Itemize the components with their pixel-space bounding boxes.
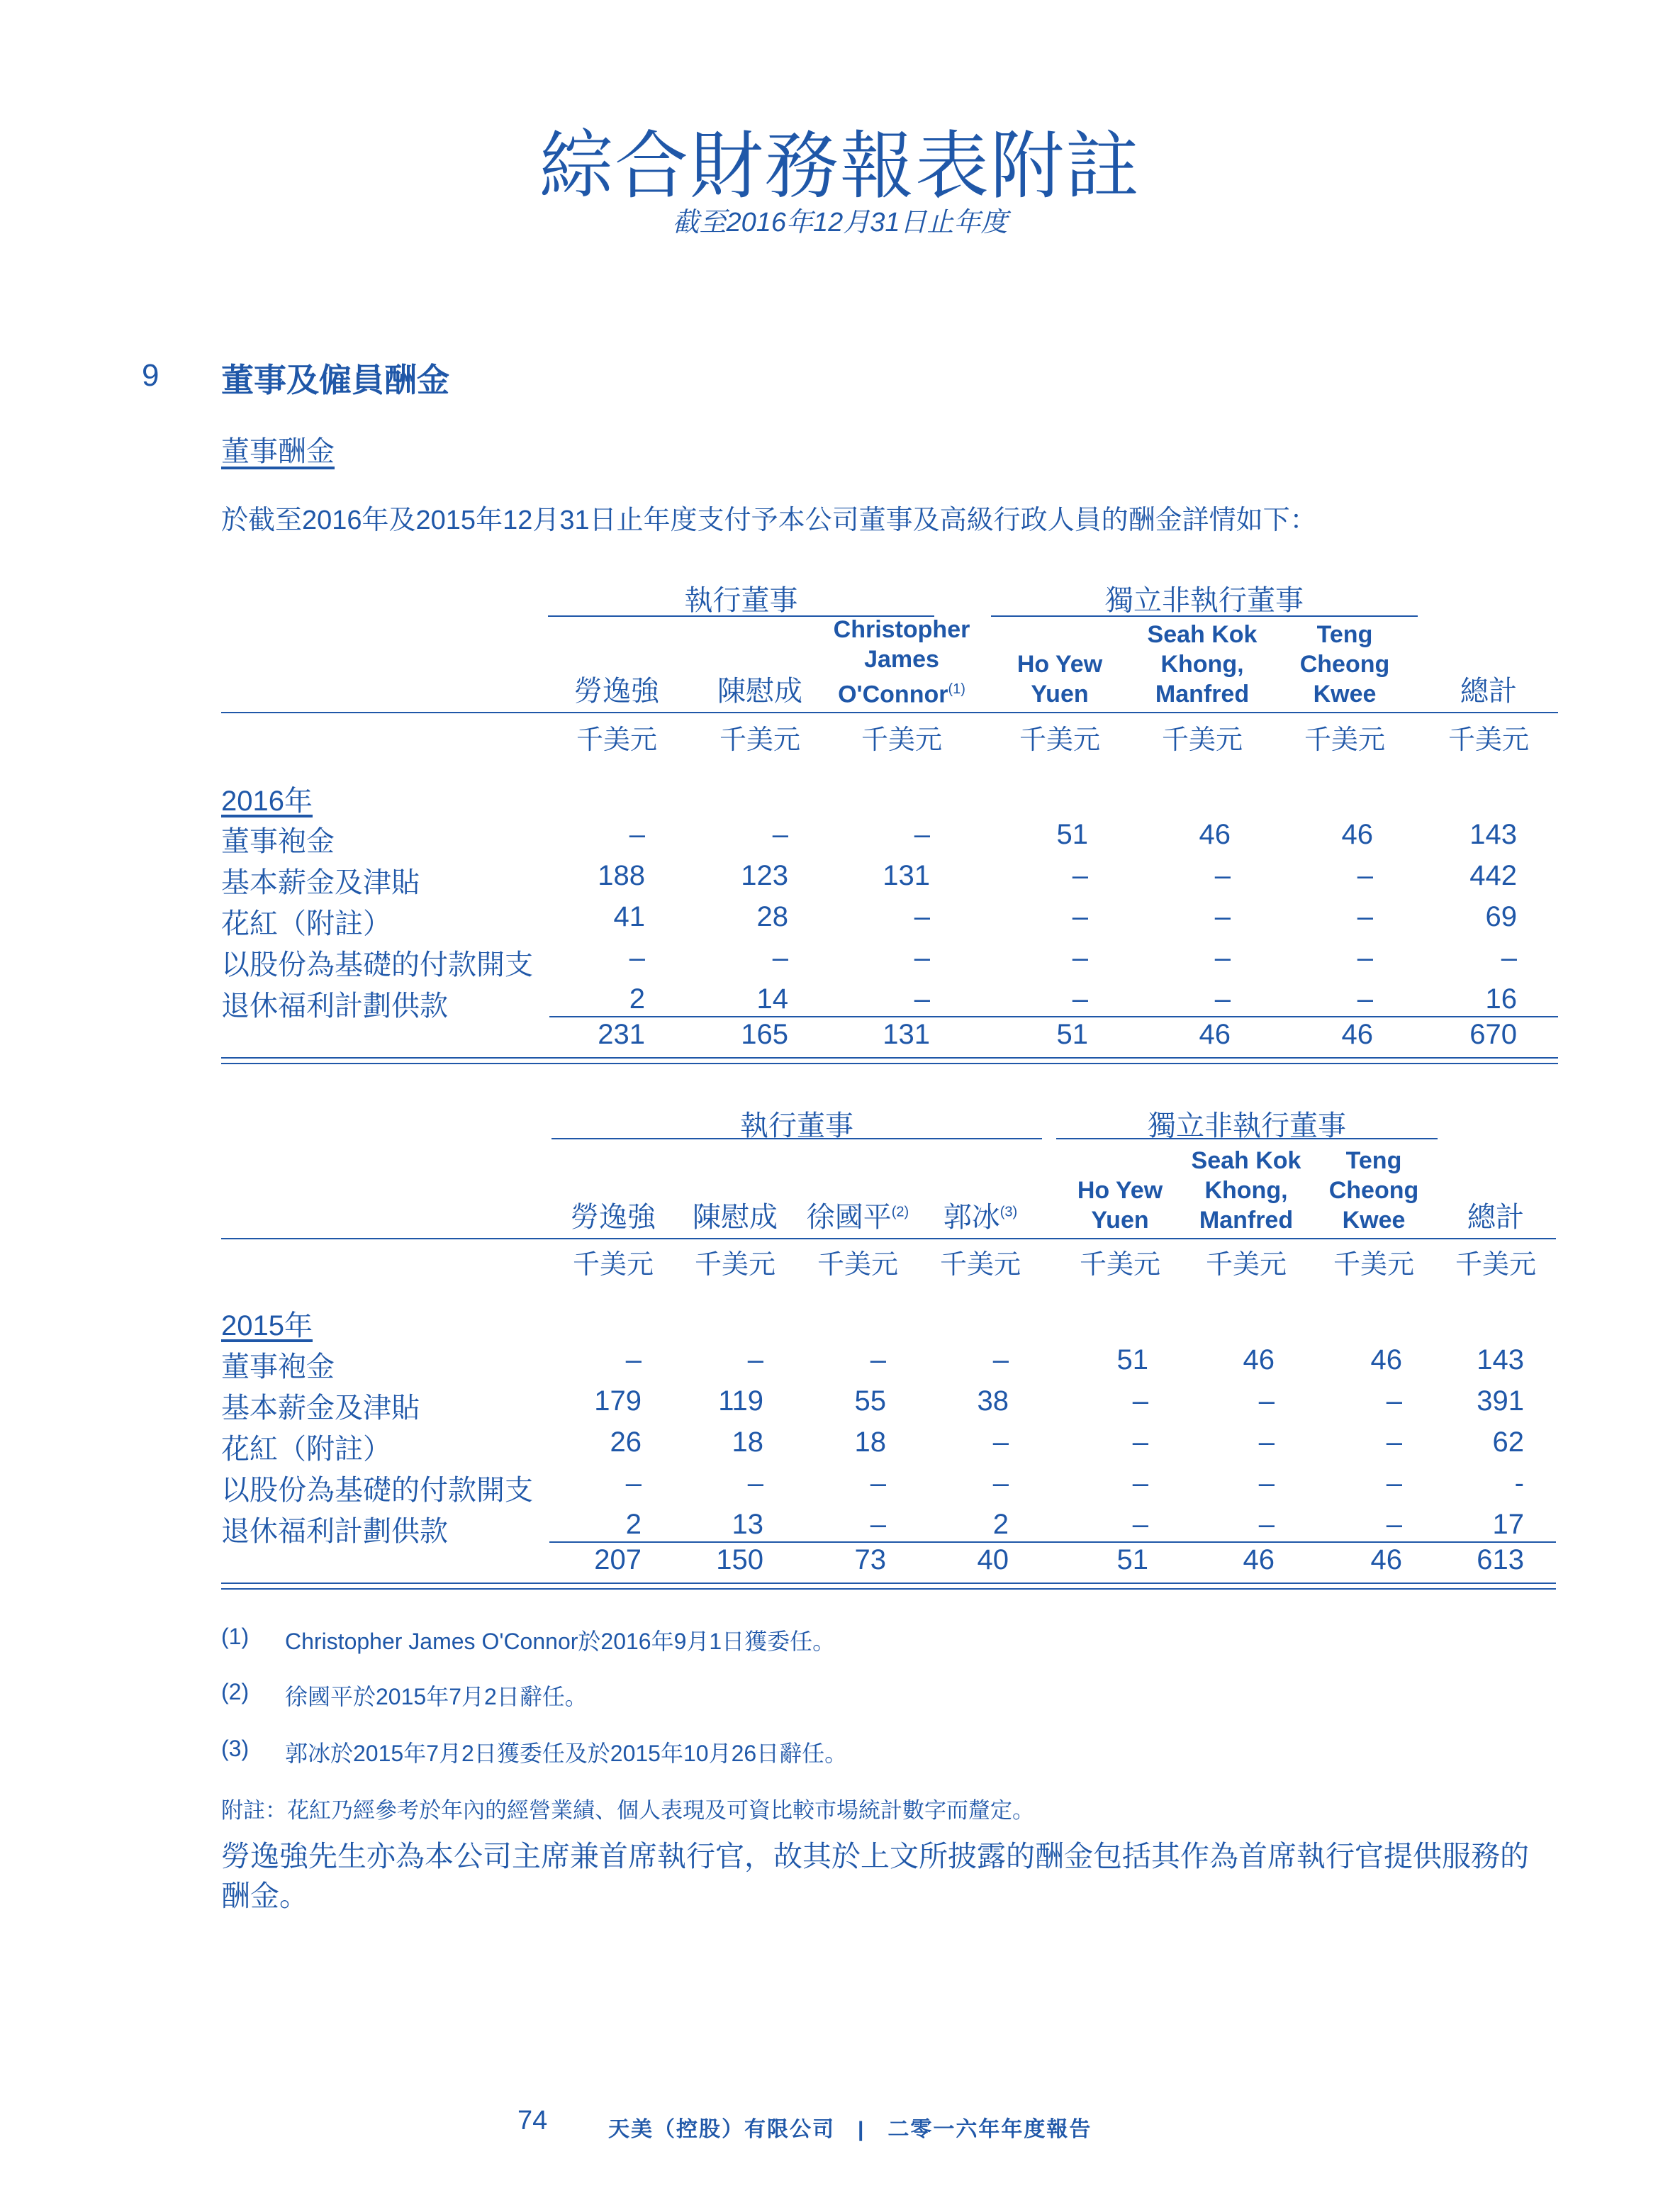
- footer-company: 天美（控股）有限公司 | 二零一六年年度報告: [608, 2118, 1092, 2141]
- table-cell: –: [747, 1468, 763, 1499]
- table-cell: 442: [1469, 860, 1517, 891]
- column-header-1: [542, 581, 691, 709]
- unit-label-2: 千美元: [719, 725, 800, 755]
- table-cell: –: [1357, 983, 1373, 1015]
- table-cell: –: [629, 819, 645, 850]
- table-cell: 2: [625, 1509, 642, 1540]
- column-header-line: Ho Yew: [1077, 1177, 1163, 1204]
- table-cell: –: [914, 983, 930, 1015]
- footnote-ref: (1): [948, 681, 965, 697]
- unit-label-4: 千美元: [939, 1250, 1021, 1280]
- row-label: 董事袍金: [221, 1351, 335, 1383]
- footnote-3-number: (3): [221, 1736, 250, 1761]
- table-cell: 46: [1243, 1344, 1275, 1375]
- table-cell: 188: [598, 860, 645, 891]
- column-header-line: 勞逸強: [574, 676, 659, 707]
- header-rule: [221, 712, 1558, 713]
- total-cell: 73: [854, 1544, 886, 1575]
- table-cell: –: [747, 1344, 763, 1375]
- column-header-line: 陳慰成: [717, 676, 802, 707]
- header-rule: [221, 1238, 1556, 1239]
- table-cell: –: [1357, 942, 1373, 973]
- column-header-6: [1270, 581, 1419, 709]
- table-cell: 143: [1477, 1344, 1524, 1375]
- table-cell: 14: [756, 983, 788, 1015]
- column-header-line: Yuen: [1031, 681, 1089, 708]
- table-cell: –: [772, 819, 788, 850]
- page-title: 綜合財務報表附註: [539, 125, 1141, 208]
- column-header-line: 總計: [1467, 1202, 1524, 1233]
- subtotal-rule: [549, 1016, 1558, 1017]
- total-cell: 165: [741, 1019, 788, 1050]
- column-header-line: Manfred: [1155, 681, 1250, 708]
- table-cell: 131: [883, 860, 930, 891]
- table-cell: 46: [1341, 819, 1373, 850]
- table-cell: 51: [1056, 819, 1088, 850]
- footnote-3-text: 郭冰於2015年7月2日獲委任及於2015年10月26日辭任。: [285, 1741, 848, 1766]
- table-cell: 69: [1485, 901, 1517, 932]
- column-header-7: [1414, 581, 1563, 709]
- total-double-rule: [221, 1583, 1556, 1590]
- row-label: 退休福利計劃供款: [221, 990, 448, 1022]
- total-cell: 51: [1116, 1544, 1148, 1575]
- table-cell: 28: [756, 901, 788, 932]
- table-cell: –: [1258, 1468, 1275, 1499]
- total-cell: 46: [1243, 1544, 1275, 1575]
- column-header-3: [827, 581, 976, 709]
- row-label: 以股份為基礎的付款開支: [221, 1475, 533, 1506]
- table-cell: 179: [594, 1385, 642, 1417]
- unit-label-6: 千美元: [1205, 1250, 1287, 1280]
- column-header-8: [1421, 1107, 1570, 1235]
- column-header-line: Yuen: [1091, 1207, 1149, 1234]
- unit-label-8: 千美元: [1455, 1250, 1536, 1280]
- total-cell: 670: [1469, 1019, 1517, 1050]
- table-cell: 51: [1116, 1344, 1148, 1375]
- footnote-2-text: 徐國平於2015年7月2日辭任。: [285, 1684, 588, 1709]
- table-cell: –: [1132, 1468, 1148, 1499]
- table-cell: 46: [1370, 1344, 1402, 1375]
- total-cell: 46: [1341, 1019, 1373, 1050]
- row-label: 花紅（附註）: [221, 1434, 391, 1465]
- table-cell: 62: [1492, 1427, 1524, 1458]
- table-cell: –: [1357, 901, 1373, 932]
- total-cell: 150: [716, 1544, 763, 1575]
- subtotal-rule: [549, 1541, 1556, 1543]
- table-cell: –: [625, 1468, 642, 1499]
- unit-label-1: 千美元: [576, 725, 657, 755]
- table-cell: –: [1214, 942, 1231, 973]
- unit-label-7: 千美元: [1333, 1250, 1414, 1280]
- table-cell: –: [914, 942, 930, 973]
- table-cell: –: [992, 1344, 1009, 1375]
- section-subtitle: 董事酬金: [221, 436, 335, 467]
- table-cell: –: [870, 1509, 886, 1540]
- closing-paragraph: 勞逸強先生亦為本公司主席兼首席執行官，故其於上文所披露的酬金包括其作為首席執行官提供服務的酬金。: [221, 1840, 1529, 1912]
- column-header-line: Seah Kok: [1147, 621, 1258, 648]
- table-cell: 2: [992, 1509, 1009, 1540]
- table-cell: 41: [613, 901, 645, 932]
- table-cell: -: [1514, 1468, 1524, 1499]
- table-cell: –: [1386, 1427, 1402, 1458]
- table-cell: 16: [1485, 983, 1517, 1015]
- table-cell: –: [1501, 942, 1517, 973]
- table-cell: 2: [629, 983, 645, 1015]
- page-subtitle: 截至2016年12月31日止年度: [672, 208, 1008, 238]
- row-label: 基本薪金及津貼: [221, 867, 420, 898]
- table-cell: 46: [1199, 819, 1231, 850]
- column-header-5: [1128, 581, 1277, 709]
- column-header-line: Christopher: [833, 615, 970, 643]
- year-label: 2016年: [221, 786, 313, 817]
- row-label: 退休福利計劃供款: [221, 1516, 448, 1547]
- table-cell: –: [1072, 901, 1088, 932]
- table-cell: 38: [977, 1385, 1009, 1417]
- unit-label-5: 千美元: [1161, 725, 1243, 755]
- total-cell: 207: [594, 1544, 642, 1575]
- table-cell: –: [992, 1468, 1009, 1499]
- column-header-6: [1172, 1107, 1321, 1235]
- column-header-line: 郭冰$^{(3)}$: [943, 1202, 1018, 1233]
- total-cell: 46: [1370, 1544, 1402, 1575]
- group-header-independent: 獨立非執行董事: [1148, 1110, 1346, 1142]
- row-label: 花紅（附註）: [221, 908, 391, 939]
- table-cell: 123: [741, 860, 788, 891]
- column-header-line: 徐國平$^{(2)}$: [806, 1202, 909, 1233]
- footnote-ref: (2): [891, 1204, 909, 1220]
- table-cell: –: [914, 901, 930, 932]
- unit-label-5: 千美元: [1079, 1250, 1160, 1280]
- column-header-line: Teng: [1316, 621, 1373, 648]
- column-header-line: Kwee: [1313, 681, 1377, 708]
- total-double-rule: [221, 1057, 1558, 1064]
- table-cell: –: [1258, 1385, 1275, 1417]
- table-cell: 143: [1469, 819, 1517, 850]
- table-cell: –: [1132, 1385, 1148, 1417]
- total-cell: 40: [977, 1544, 1009, 1575]
- bonus-remark: 附註：花紅乃經參考於年內的經營業績、個人表現及可資比較市場統計數字而釐定。: [221, 1798, 1034, 1823]
- table-cell: 13: [732, 1509, 763, 1540]
- column-header-line: Cheong: [1299, 651, 1390, 678]
- intro-paragraph: 於截至2016年及2015年12月31日止年度支付予本公司董事及高級行政人員的酬金詳情如下：: [221, 506, 1317, 535]
- section-number: 9: [142, 358, 159, 393]
- total-cell: 231: [598, 1019, 645, 1050]
- column-header-line: James: [864, 645, 939, 673]
- table-cell: 391: [1477, 1385, 1524, 1417]
- table-cell: 18: [854, 1427, 886, 1458]
- column-header-line: Seah Kok: [1191, 1147, 1301, 1174]
- table-cell: –: [1072, 983, 1088, 1015]
- unit-label-4: 千美元: [1019, 725, 1100, 755]
- unit-label-7: 千美元: [1447, 725, 1529, 755]
- year-label: 2015年: [221, 1310, 313, 1341]
- table-cell: 17: [1492, 1509, 1524, 1540]
- total-cell: 131: [883, 1019, 930, 1050]
- group-header-independent: 獨立非執行董事: [1105, 585, 1304, 616]
- table-cell: –: [1214, 901, 1231, 932]
- table-cell: –: [914, 819, 930, 850]
- column-header-line: Khong,: [1160, 651, 1244, 678]
- table-cell: 18: [732, 1427, 763, 1458]
- unit-label-3: 千美元: [817, 1250, 898, 1280]
- table-cell: –: [1132, 1509, 1148, 1540]
- row-label: 以股份為基礎的付款開支: [221, 949, 533, 981]
- unit-label-3: 千美元: [861, 725, 942, 755]
- table-cell: –: [629, 942, 645, 973]
- total-cell: 46: [1199, 1019, 1231, 1050]
- table-cell: –: [1214, 860, 1231, 891]
- table-cell: –: [772, 942, 788, 973]
- column-header-line: Manfred: [1199, 1207, 1294, 1234]
- table-cell: –: [870, 1344, 886, 1375]
- table-cell: –: [1386, 1509, 1402, 1540]
- section-title: 董事及僱員酬金: [221, 362, 449, 398]
- table-cell: –: [1072, 942, 1088, 973]
- table-cell: 119: [718, 1385, 763, 1417]
- table-cell: –: [1386, 1385, 1402, 1417]
- column-header-line: Cheong: [1328, 1177, 1419, 1204]
- column-header-line: Khong,: [1204, 1177, 1288, 1204]
- footnote-1-text: Christopher James O'Connor於2016年9月1日獲委任。: [285, 1629, 836, 1654]
- column-header-4: [985, 581, 1134, 709]
- row-label: 基本薪金及津貼: [221, 1392, 420, 1424]
- column-header-line: Ho Yew: [1017, 651, 1103, 678]
- table-cell: –: [1214, 983, 1231, 1015]
- unit-label-6: 千美元: [1304, 725, 1385, 755]
- column-header-line: 勞逸強: [571, 1202, 656, 1233]
- footnote-1-number: (1): [221, 1624, 250, 1649]
- column-header-4: [906, 1107, 1055, 1235]
- group-header-executive: 執行董事: [684, 585, 798, 616]
- column-header-line: Teng: [1345, 1147, 1402, 1174]
- unit-label-2: 千美元: [694, 1250, 775, 1280]
- row-label: 董事袍金: [221, 826, 335, 857]
- page-number: 74: [517, 2106, 548, 2136]
- column-header-2: [685, 581, 834, 709]
- table-cell: –: [992, 1427, 1009, 1458]
- table-cell: –: [1258, 1427, 1275, 1458]
- table-cell: –: [870, 1468, 886, 1499]
- column-header-line: O'Connor$^{(1)}$: [838, 681, 965, 708]
- table-cell: –: [1132, 1427, 1148, 1458]
- column-header-line: 陳慰成: [693, 1202, 778, 1233]
- column-header-line: Kwee: [1342, 1207, 1406, 1234]
- total-cell: 51: [1056, 1019, 1088, 1050]
- total-cell: 613: [1477, 1544, 1524, 1575]
- table-cell: –: [1258, 1509, 1275, 1540]
- table-cell: –: [1386, 1468, 1402, 1499]
- unit-label-1: 千美元: [572, 1250, 654, 1280]
- table-cell: –: [1072, 860, 1088, 891]
- table-cell: 26: [610, 1427, 642, 1458]
- group-header-executive: 執行董事: [740, 1110, 853, 1142]
- column-header-line: 總計: [1460, 676, 1517, 707]
- table-cell: –: [625, 1344, 642, 1375]
- table-cell: 55: [854, 1385, 886, 1417]
- table-cell: –: [1357, 860, 1373, 891]
- footnote-ref: (3): [999, 1204, 1018, 1220]
- footnote-2-number: (2): [221, 1679, 250, 1704]
